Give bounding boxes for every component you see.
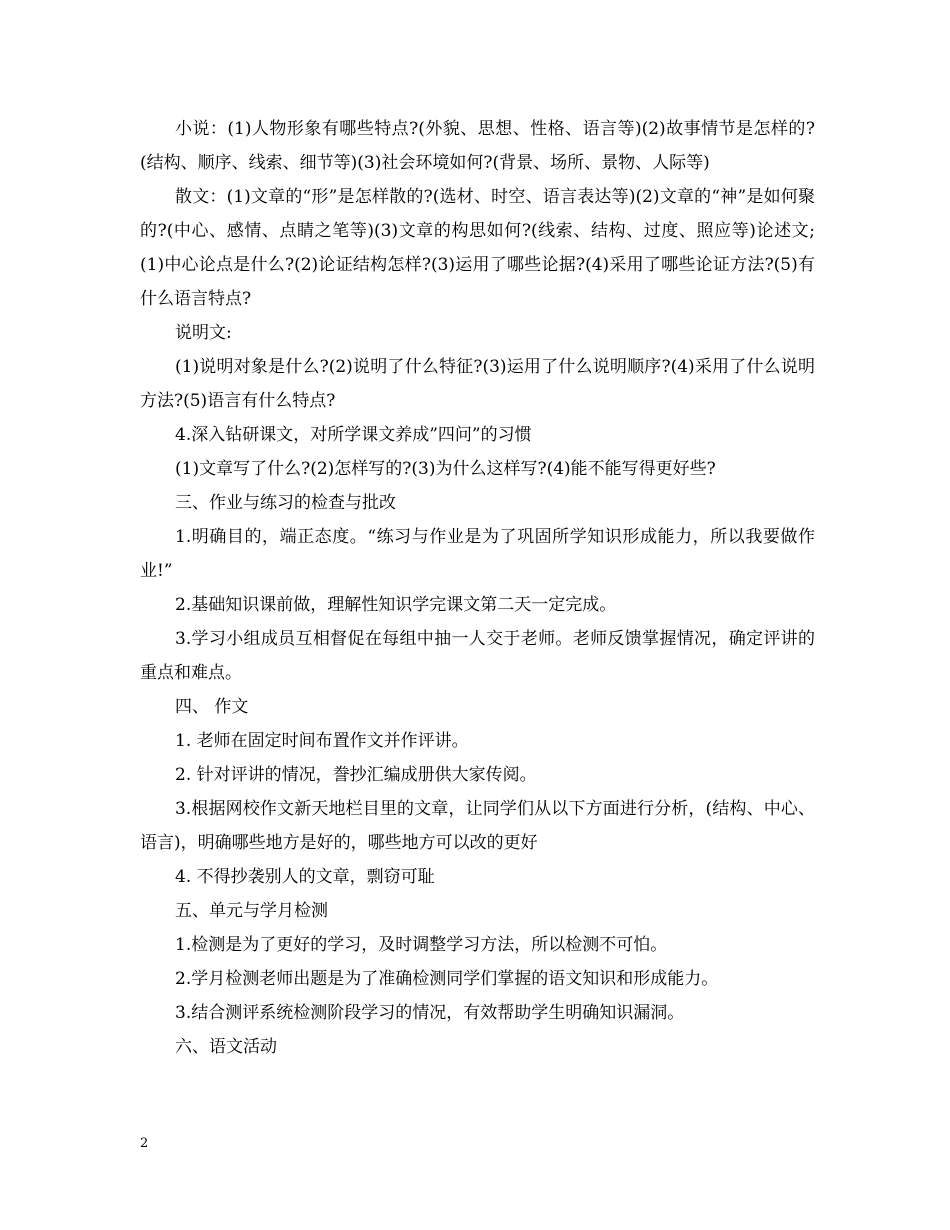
paragraph-composition-2: 2. 针对评讲的情况，誊抄汇编成册供大家传阅。 bbox=[175, 765, 537, 785]
paragraph-four-questions: 4.深入钻研课文，对所学课文养成”四问”的习惯 bbox=[175, 425, 532, 445]
section-heading-composition: 四、 作文 bbox=[175, 697, 249, 717]
paragraph-composition-4: 4. 不得抄袭别人的文章，剽窃可耻 bbox=[175, 867, 435, 887]
paragraph-homework-1: 1.明确目的，端正态度。“练习与作业是为了巩固所学知识形成能力，所以我要做作业!” bbox=[140, 527, 815, 581]
paragraph-expository-heading: 说明文: bbox=[175, 323, 232, 343]
page-number: 2 bbox=[140, 1136, 149, 1151]
section-heading-tests: 五、单元与学月检测 bbox=[175, 901, 328, 921]
paragraph-four-questions-list: (1)文章写了什么?(2)怎样写的?(3)为什么这样写?(4)能不能写得更好些? bbox=[175, 459, 716, 479]
section-heading-activities: 六、语文活动 bbox=[175, 1037, 277, 1057]
paragraph-expository-questions: (1)说明对象是什么?(2)说明了什么特征?(3)运用了什么说明顺序?(4)采用了什么说明方法?(5)语言有什么特点? bbox=[140, 357, 815, 411]
paragraph-prose: 散文：(1)文章的“形”是怎样散的?(选材、时空、语言表达等)(2)文章的“神”是如何聚的?(中心、感情、点睛之笔等)(3)文章的构思如何?(线索、结构、过度、照应等)论述文;(1)中心论点是什么?(2)论证结构怎样?(3)运用了哪些论据?(4)采用了哪些论证方法?(5)有什么语言特点? bbox=[140, 187, 815, 309]
paragraph-homework-3: 3.学习小组成员互相督促在每组中抽一人交于老师。老师反馈掌握情况，确定评讲的重点和难点。 bbox=[140, 629, 815, 683]
section-heading-homework: 三、作业与练习的检查与批改 bbox=[175, 493, 396, 513]
paragraph-composition-3: 3.根据网校作文新天地栏目里的文章，让同学们从以下方面进行分析，(结构、中心、语言)，明确哪些地方是好的，哪些地方可以改的更好 bbox=[140, 799, 815, 853]
paragraph-tests-3: 3.结合测评系统检测阶段学习的情况，有效帮助学生明确知识漏洞。 bbox=[175, 1003, 685, 1023]
paragraph-tests-1: 1.检测是为了更好的学习，及时调整学习方法，所以检测不可怕。 bbox=[175, 935, 668, 955]
paragraph-homework-2: 2.基础知识课前做，理解性知识学完课文第二天一定完成。 bbox=[175, 595, 617, 615]
paragraph-composition-1: 1. 老师在固定时间布置作文并作评讲。 bbox=[175, 731, 469, 751]
paragraph-novel: 小说：(1)人物形象有哪些特点?(外貌、思想、性格、语言等)(2)故事情节是怎样的?(结构、顺序、线索、细节等)(3)社会环境如何?(背景、场所、景物、人际等) bbox=[140, 119, 815, 173]
document-body bbox=[140, 112, 815, 1064]
paragraph-tests-2: 2.学月检测老师出题是为了准确检测同学们掌握的语文知识和形成能力。 bbox=[175, 969, 719, 989]
